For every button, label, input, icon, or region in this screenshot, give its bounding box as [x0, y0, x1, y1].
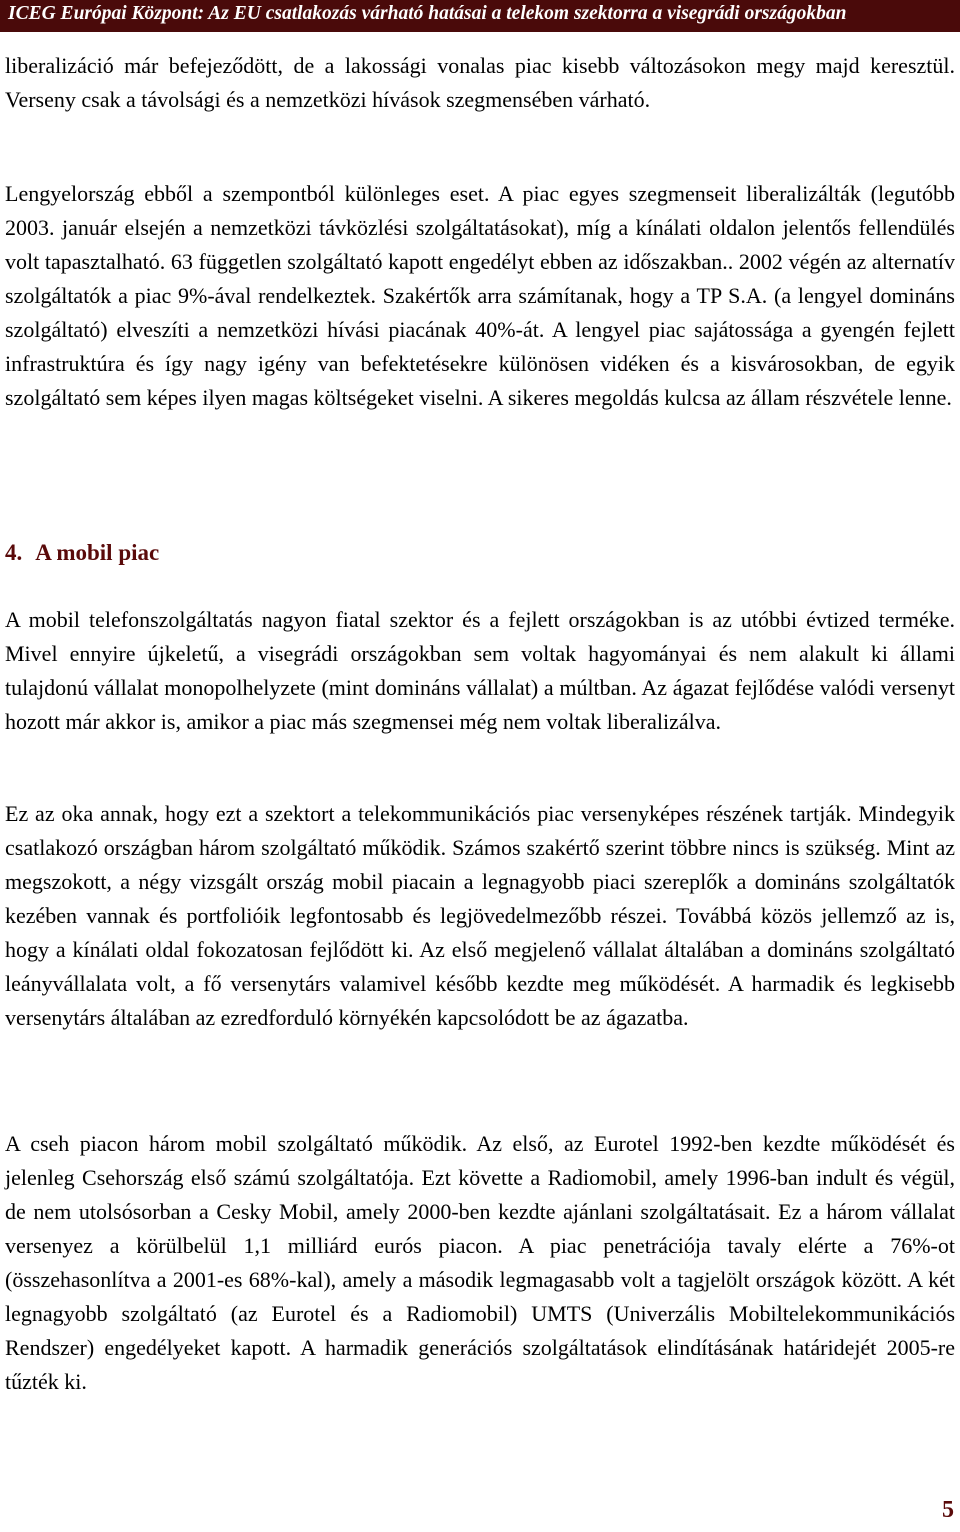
running-header-title: ICEG Európai Központ: Az EU csatlakozás várható hatásai a telekom szektorra a visegrádi országokban — [8, 3, 847, 24]
paragraph-mobile-intro: A mobil telefonszolgáltatás nagyon fiatal szektor és a fejlett országokban is az utóbbi évtized terméke. Mivel ennyire újkeletű, a visegrádi országokban sem voltak hagyományai és nem alakult ki állami tulajdonú vállalat monopolhelyzete (mint domináns vállalat) a múltban. Az ágazat fejlődése valódi versenyt hozott már akkor is, amikor a piac más szegmensei még nem voltak liberalizálva. — [5, 607, 955, 734]
paragraph-poland: Lengyelország ebből a szempontból különleges eset. A piac egyes szegmenseit liberalizálták (legutóbb 2003. január elsején a nemzetközi távközlési szolgáltatásokat), míg a kínálati oldalon jelentős fellendülés volt tapasztalható. 63 független szolgáltató kapott engedélyt ebben az időszakban.. 2002 végén az alternatív szolgáltatók a piac 9%-ával rendelkeztek. Szakértők arra számítanak, hogy a TP S.A. (a lengyel domináns szolgáltató) elveszíti a nemzetközi hívási piacának 40%-át. A lengyel piac sajátossága a gyengén fejlett infrastruktúra és így nagy igény van befektetésekre különösen vidéken és a kisvárosokban, de egyik szolgáltató sem képes ilyen magas költségeket viselni. A sikeres megoldás kulcsa az állam részvétele lenne. — [5, 181, 955, 410]
section-title: A mobil piac — [35, 540, 160, 565]
page-number: 5 — [942, 1497, 954, 1523]
paragraph-czech-market: A cseh piacon három mobil szolgáltató működik. Az első, az Eurotel 1992-ben kezdte működését és jelenleg Csehország első számú szolgáltatója. Ezt követte a Radiomobil, amely 1996-ban indult és végül, de nem utolsósorban a Cesky Mobil, amely 2000-ben kezdte ajánlani szolgáltatásait. Ez a három vállalat versenyez a körülbelül 1,1 milliárd eurós piacon. A piac penetrációja tavaly elérte a 76%-ot (összehasonlítva a 2001-es 68%-kal), amely a második legmagasabb volt a tagjelölt országok között. A két legnagyobb szolgáltató (az Eurotel és a Radiomobil) UMTS (Univerzális Mobiltelekommunikációs Rendszer) engedélyeket kapott. A harmadik generációs szolgáltatások elindításának határidejét 2005-re tűzték ki. — [5, 1131, 955, 1394]
paragraph-liberalization-end: liberalizáció már befejeződött, de a lakossági vonalas piac kisebb változásokon megy majd keresztül. Verseny csak a távolsági és a nemzetközi hívások szegmensében várható. — [5, 53, 955, 112]
section-number: 4. — [5, 540, 23, 565]
paragraph-mobile-competition: Ez az oka annak, hogy ezt a szektort a telekommunikációs piac versenyképes részének tartják. Mindegyik csatlakozó országban három szolgáltató működik. Számos szakértő szerint többre nincs is szükség. Mint az megszokott, a négy vizsgált ország mobil piacain a legnagyobb piaci szereplők a domináns szolgáltatók kezében vannak és portfolióik legfontosabb és legjövedelmezőbb részei. Továbbá közös jellemző az is, hogy a kínálati oldal fokozatosan fejlődött ki. Az első megjelenő vállalat általában a domináns szolgáltató leányvállalata volt, a fő versenytárs valamivel később kezdte meg működését. A harmadik és legkisebb versenytárs általában az ezredforduló környékén kapcsolódott be az ágazatba. — [5, 801, 955, 1030]
section-heading — [5, 540, 159, 566]
running-header-bar — [0, 0, 960, 32]
